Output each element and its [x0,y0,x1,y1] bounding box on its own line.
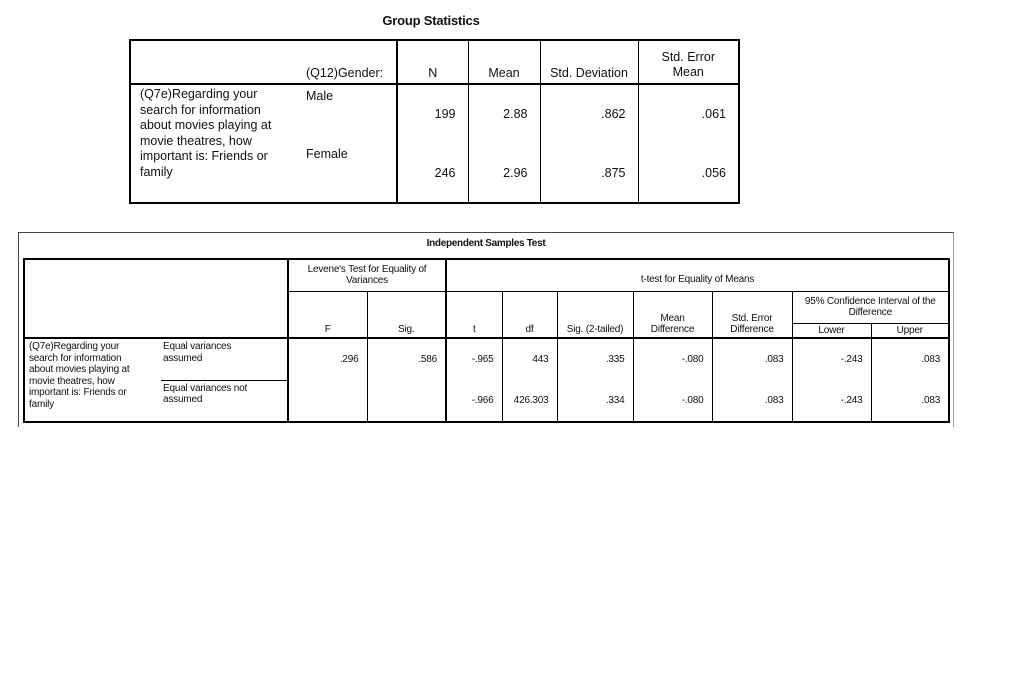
header-std-error-difference [712,291,792,338]
std-error-difference-value: .083 [712,380,792,422]
upper-value: .083 [871,380,949,422]
independent-samples-test-title: Independent Samples Test [426,238,546,249]
header-empty-cell [130,40,299,84]
header-ttest: t-test for Equality of Means [446,259,949,291]
header-std-error-difference-line2: Difference [730,324,774,335]
header-std-deviation: Std. Deviation [540,40,638,84]
header-mean: Mean [468,40,540,84]
header-t: t [446,291,502,338]
header-mean-difference [633,291,712,338]
sig-2-tailed-value: .334 [557,380,633,422]
variable-label-line: family [140,164,173,179]
female-n: 246 [397,143,468,203]
header-std-error-mean [638,40,739,84]
sig-2-tailed-value: .335 [557,338,633,380]
table-row [130,84,739,143]
upper-value: .083 [871,338,949,380]
male-mean: 2.88 [468,84,540,143]
group-male: Male [299,84,397,143]
header-sig-2-tailed: Sig. (2-tailed) [557,291,633,338]
mean-difference-value: -.080 [633,380,712,422]
row-label-line2: assumed [163,394,203,405]
header-levene-line2: Variances [346,275,388,287]
header-levene-line1: Levene's Test for Equality of [307,264,427,276]
variable-label-line: (Q7e)Regarding your [29,341,120,352]
df-value: 443 [502,338,557,380]
header-upper: Upper [871,323,949,338]
variable-label-line: family [29,398,54,410]
male-std-error: .061 [638,84,739,143]
header-df: df [502,291,557,338]
header-lower: Lower [792,323,871,338]
header-n: N [397,40,468,84]
group-statistics-table [129,39,740,204]
lower-value: -.243 [792,338,871,380]
equal-variances-assumed-label [161,338,288,380]
variable-label-line: movie theatres, how [140,133,252,148]
variable-label [24,338,161,422]
female-std-error: .056 [638,143,739,203]
header-confidence-interval [792,291,949,323]
male-std-deviation: .862 [540,84,638,143]
variable-label-line: about movies playing at [29,364,130,375]
header-std-error-line1: Std. Error [661,50,715,64]
male-n: 199 [397,84,468,143]
lower-value: -.243 [792,380,871,422]
header-row-1 [24,259,949,291]
row-label-line1: Equal variances not [163,382,248,394]
mean-difference-value: -.080 [633,338,712,380]
header-mean-difference-line1: Mean [660,313,685,324]
female-std-deviation: .875 [540,143,638,203]
header-std-error-difference-line1: Std. Error [731,313,773,324]
f-value: .296 [288,338,367,380]
row-label-line2: assumed [163,352,203,364]
variable-label-line: search for information [140,102,261,117]
header-f: F [288,291,367,338]
header-mean-difference-line2: Difference [650,324,695,335]
variable-label-line: important is: Friends or [140,149,268,163]
variable-label-line: important is: Friends or [29,387,127,398]
header-sig: Sig. [367,291,446,338]
t-value: -.965 [446,338,502,380]
variable-label-line: search for information [29,352,122,364]
header-empty-cell [24,259,288,338]
variable-label-line: (Q7e)Regarding your [140,87,258,101]
equal-variances-not-assumed-label [161,380,288,422]
female-mean: 2.96 [468,143,540,203]
variable-label-line: movie theatres, how [29,375,115,387]
header-gender: (Q12)Gender: [299,40,397,84]
sig-value: .586 [367,338,446,380]
group-statistics-title: Group Statistics [382,13,480,28]
group-statistics-header-row [130,40,739,84]
f-value [288,380,367,422]
independent-samples-test-table [23,258,950,423]
row-label-line1: Equal variances [163,341,232,352]
std-error-difference-value: .083 [712,338,792,380]
group-female: Female [299,143,397,203]
t-value: -.966 [446,380,502,422]
sig-value [367,380,446,422]
header-std-error-line2: Mean [672,65,704,79]
variable-label [130,84,299,203]
independent-samples-test-panel [18,232,954,427]
header-confidence-interval-line1: 95% Confidence Interval of the [804,296,936,307]
df-value: 426.303 [502,380,557,422]
variable-label-line: about movies playing at [140,118,272,132]
header-levene [288,259,446,291]
table-row [24,380,949,422]
header-confidence-interval-line2: Difference [848,307,892,318]
table-row [24,338,949,380]
